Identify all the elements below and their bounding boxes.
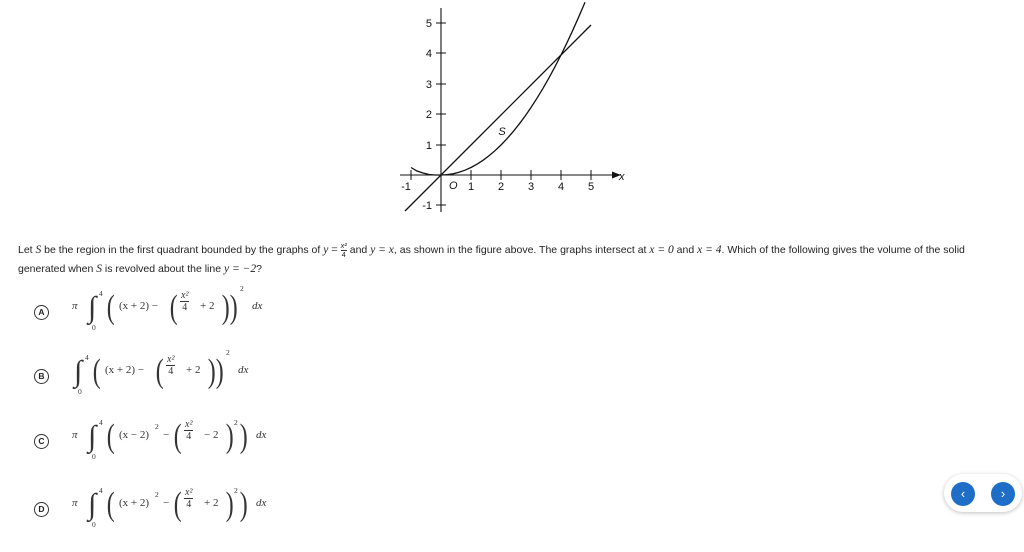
lower-limit: 0 [78,387,82,396]
question-text [18,241,1008,279]
question-part: and [346,244,371,256]
outer-paren-open: ( [106,289,115,326]
outer-paren-open: ( [92,353,101,390]
choice-letter-badge[interactable]: C [34,434,49,449]
fraction [184,419,193,442]
lower-limit: 0 [92,323,96,332]
origin-label: O [449,180,458,192]
fraction-denominator: 4 [341,249,346,259]
term-1: (x − 2) [119,429,150,441]
term-1: (x + 2) − [105,364,144,376]
integral-sign: ∫ [88,488,97,521]
math-expr: x = 0 [649,244,674,256]
fraction-numerator: x² [185,419,193,430]
differential: dx [256,429,267,441]
y-tick-label: 3 [425,79,432,91]
fraction-denominator: 4 [182,302,188,313]
differential: dx [238,364,249,376]
y-tick-label: 4 [425,48,432,60]
choice-letter-badge[interactable]: B [34,369,49,384]
lower-limit: 0 [92,452,96,461]
x-axis-label: x [619,171,625,183]
math-expr: y = −2 [223,263,257,275]
previous-button[interactable] [951,482,975,506]
term-2: + 2 [200,300,215,312]
fraction-numerator: x² [181,290,189,301]
inner-paren-close: ) [225,418,234,455]
fraction-denominator: 4 [186,499,192,510]
chevron-right-icon: › [1000,486,1006,501]
parabola-curve [411,2,585,175]
region-label: S [498,126,506,138]
upper-limit: 4 [99,289,103,298]
outer-paren-close: ) [239,486,248,523]
inner-paren-close: ) [225,486,234,523]
fraction [184,487,193,510]
math-expr: x = 4 [697,244,722,256]
question-part: Let [18,244,36,256]
question-part: is revolved about the line [101,263,224,275]
differential: dx [256,497,267,509]
question-part: and [673,244,698,256]
question-part: . Which of the following gives the volume of the solid generated when [18,244,965,275]
outer-paren-open: ( [106,486,115,523]
x-tick-label: 4 [557,181,565,193]
fraction-denominator: 4 [186,431,192,442]
math-var: y [323,244,329,256]
inner-paren-open: ( [169,289,178,326]
math-op: = [328,244,341,256]
inner-paren-close: ) [221,289,230,326]
exponent: 2 [226,348,230,357]
y-tick-label: 1 [425,140,432,152]
x-tick-label: 1 [467,181,475,193]
term-2: − 2 [204,429,219,441]
term-2: + 2 [186,364,201,376]
exponent: 2 [155,422,159,431]
pi-symbol: π [72,300,78,312]
y-tick-label: 5 [425,18,432,30]
region-variable: S [35,244,42,256]
x-tick-label: -1 [401,181,411,193]
inner-paren-open: ( [173,486,182,523]
differential: dx [252,300,263,312]
inner-paren-open: ( [173,418,182,455]
integral-sign: ∫ [88,291,97,324]
navigation-controls [944,474,1022,512]
x-tick-label: 3 [527,181,535,193]
term-1: (x + 2) [119,497,150,509]
inner-paren-open: ( [155,353,164,390]
exponent: 2 [240,284,244,293]
outer-paren-close: ) [239,418,248,455]
math-expr: y = x [370,244,394,256]
graph-figure [395,0,630,215]
fraction-numerator: x² [340,240,347,250]
upper-limit: 4 [99,486,103,495]
pi-symbol: π [72,429,78,441]
next-button[interactable] [991,482,1015,506]
inner-paren-close: ) [207,353,216,390]
fraction-numerator: x² [185,487,193,498]
chevron-left-icon: ‹ [960,486,966,501]
lower-limit: 0 [92,520,96,529]
fraction-numerator: x² [167,354,175,365]
minus-sign: − [163,497,170,509]
fraction-denominator: 4 [168,366,174,377]
upper-limit: 4 [99,418,103,427]
integral-sign: ∫ [88,420,97,453]
x-tick-label: 5 [587,181,595,193]
question-part: , as shown in the figure above. The graphs intersect at [393,244,650,256]
upper-limit: 4 [85,353,89,362]
outer-paren-open: ( [106,418,115,455]
y-tick-label: 2 [425,109,432,121]
region-variable: S [96,263,102,275]
exponent: 2 [155,490,159,499]
x-tick-label: 2 [497,181,505,193]
question-part: be the region in the first quadrant bounded by the graphs of [41,244,324,256]
choice-letter-badge[interactable]: D [34,502,49,517]
choice-letter-badge[interactable]: A [34,305,49,320]
question-part: ? [256,263,262,275]
outer-paren-close: ) [215,353,224,390]
term-2: + 2 [204,497,219,509]
y-tick-label: -1 [422,200,432,212]
fraction [166,354,175,377]
term-1: (x + 2) − [119,300,158,312]
minus-sign: − [163,429,170,441]
pi-symbol: π [72,497,78,509]
integral-sign: ∫ [74,355,83,388]
exponent: 2 [234,486,238,495]
outer-paren-close: ) [229,289,238,326]
exponent: 2 [234,418,238,427]
fraction [180,290,189,313]
